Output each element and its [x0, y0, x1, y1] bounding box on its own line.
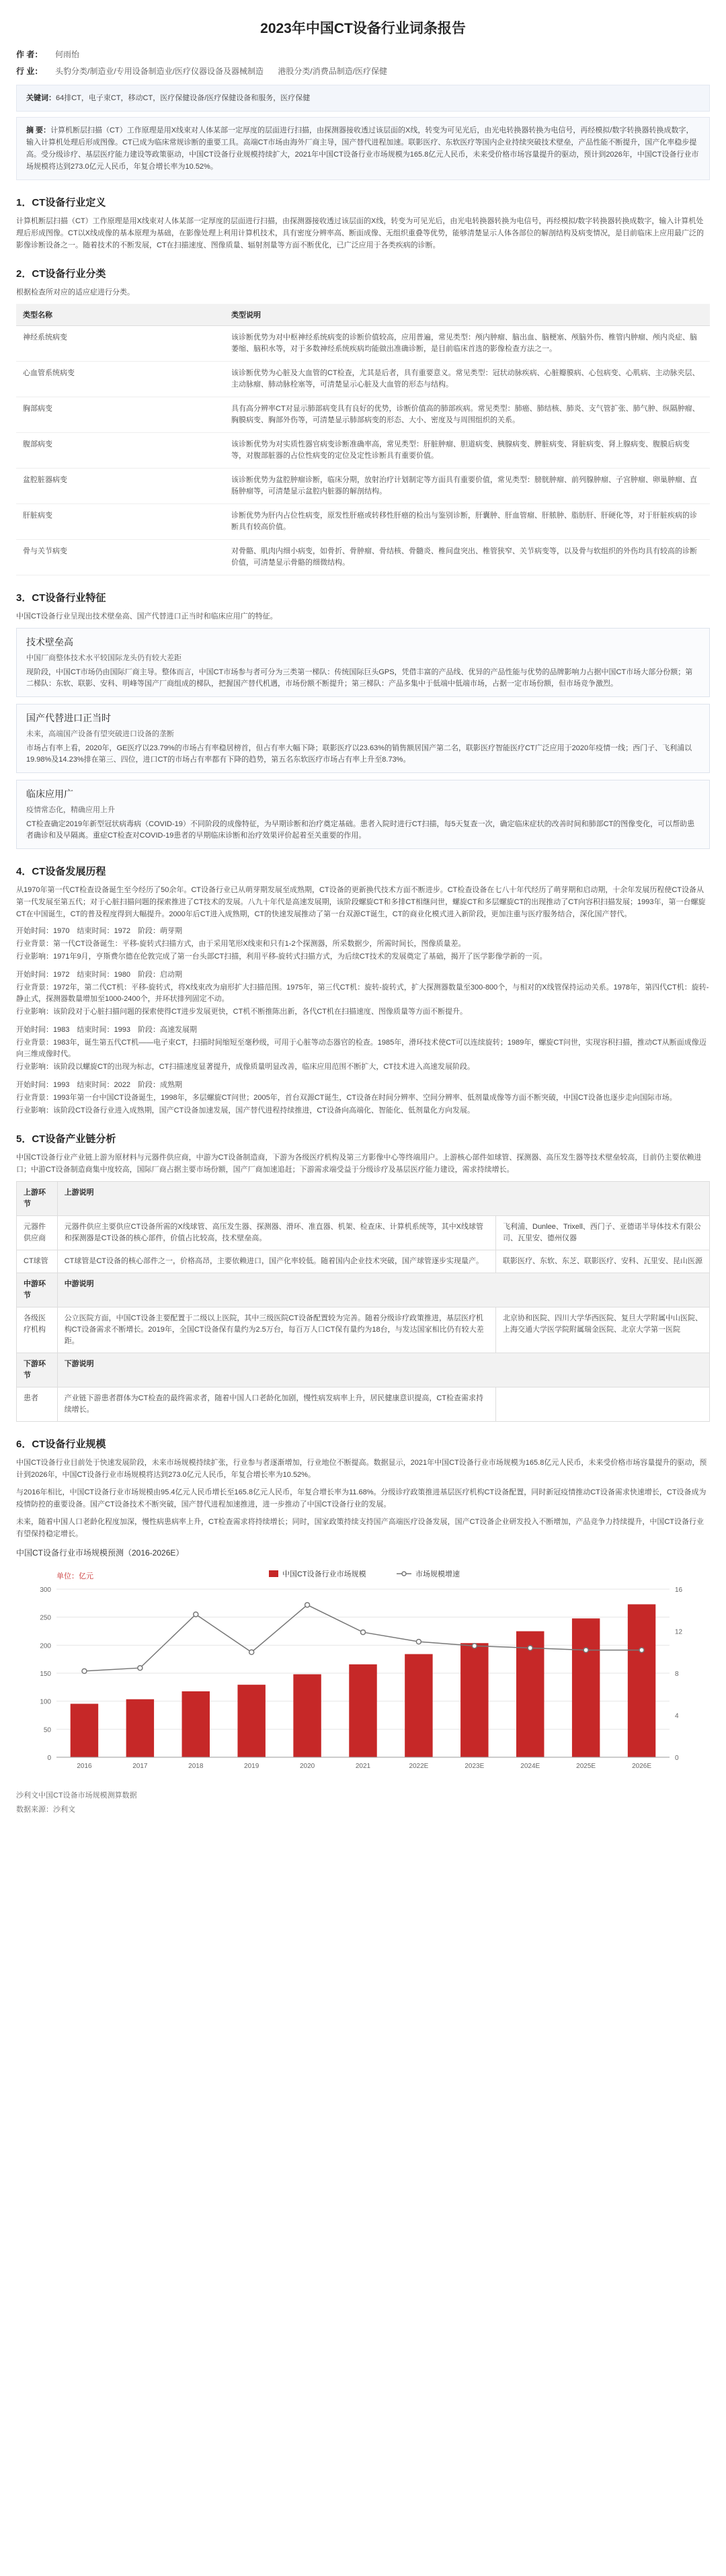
bar — [71, 1704, 98, 1758]
bar — [293, 1675, 321, 1757]
x-tick-label: 2019 — [244, 1763, 259, 1770]
growth-line — [84, 1605, 641, 1671]
table-header: 类型说明 — [225, 304, 710, 326]
feature-text: CT检查确定2019年新型冠状病毒病（COVID-19）不同阶段的成像特征，为早期诊断和治疗奠定基础。患者入院时进行CT扫描，每5天复查一次，确定临床症状的改善时间和肺部CT的图像变化，可以帮助患者确诊和及早隔离。重症CT检查对COVID-19患者的早期临床诊断和治疗效果评价起着至关重要的作用。 — [26, 820, 695, 840]
bar — [349, 1664, 376, 1757]
chain-header-row — [17, 1353, 710, 1387]
abstract-text: 计算机断层扫描（CT）工作原理是用X线束对人体某部一定厚度的层面进行扫描，由探测器接收透过该层面的X线，转变为可见光后，由光电转换器转换为电信号，再经模拟/数字转换器转换成数字，输入计算机处理后形成图像。CT已成为临床常规诊断的重要工具。高端CT市场由海外厂商主导，国产替代进程加速。联影医疗、东软医疗等国内企业持续突破技术壁垒，产品性能不断提升，国产化率稳步提高。受分级诊疗、基层医疗能力建设等政策驱动，中国CT设备行业规模持续扩大，2021年中国CT设备行业市场规模为165.8亿元人民币，未来受价格市场容量提升的驱动，预计到2026年，中国CT设备行业市场规模将达到273.0亿元人民币，年复合增长率为10.52%。 — [26, 126, 699, 171]
feature-subtitle: 疫情常态化，精确应用上升 — [26, 806, 115, 814]
type-name: 骨与关节病变 — [16, 540, 225, 575]
section-heading: 5．CT设备产业链分析 — [16, 1133, 116, 1145]
legend-label: 中国CT设备行业市场规模 — [282, 1570, 366, 1578]
x-tick-label: 2021 — [355, 1763, 371, 1770]
section-heading: 3．CT设备行业特征 — [16, 592, 106, 604]
section-heading: 6．CT设备行业规模 — [16, 1439, 106, 1450]
chain-desc: 公立医院方面，中国CT设备主要配置于二级以上医院，其中三级医院CT设备配置较为完善。随着分级诊疗政策推进，基层医疗机构CT设备需求不断增长。2019年，全国CT设备保有量约为2.5万台，每百万人口CT保有量约为18台，与发达国家相比仍有较大差距。 — [57, 1307, 495, 1353]
chain-intro: 中国CT设备行业产业链上游为原材料与元器件供应商，中游为CT设备制造商，下游为各级医疗机构及第三方影像中心等终端用户。上游核心部件如球管、探测器、高压发生器等技术壁垒较高，目前仍主要依赖进口；中游CT设备制造商集中度较高，国际厂商占据主要市场份额，国产厂商加速追赶；下游需求端受益于分级诊疗及基层医疗能力建设，需求持续增长。 — [16, 1154, 702, 1174]
author-name[interactable]: 何雨怡 — [55, 50, 80, 59]
industry-tag[interactable]: 头豹分类/制造业/专用设备制造业/医疗仪器设备及器械制造 — [55, 67, 264, 76]
table-row — [16, 469, 710, 504]
y-tick-label: 300 — [40, 1586, 51, 1594]
line-point — [82, 1668, 87, 1673]
page-title: 2023年中国CT设备行业词条报告 — [260, 21, 466, 36]
section-heading: 2．CT设备行业分类 — [16, 268, 106, 280]
y-tick-label: 150 — [40, 1671, 51, 1678]
line-point — [639, 1648, 644, 1652]
chain-header: 上游环节 — [17, 1182, 58, 1216]
section-heading: 1．CT设备行业定义 — [16, 197, 106, 208]
type-desc: 该诊断优势为心脏及大血管的CT检查，尤其是后者，具有重要意义。常见类型：冠状动脉疾病、心脏瓣膜病、心包病变、心肌病、主动脉夹层、主动脉瘤、肺动脉栓塞等，可清楚显示心脏及大血管的形态与结构。 — [225, 362, 710, 397]
y-tick-label: 50 — [43, 1726, 51, 1734]
market-chart — [16, 1547, 710, 1816]
type-name: 肝脏病变 — [16, 504, 225, 540]
type-desc: 具有高分辨率CT对显示肺部病变具有良好的优势，诊断价值高的肺部疾病。常见类型：肺癌、肺结核、肺炎、支气管扩张、肺气肿、纵隔肿瘤、胸膜病变、胸部外伤等，可清楚显示肺部病变的形态、大小、密度及与周围组织的关系。 — [225, 397, 710, 433]
chain-header: 上游说明 — [57, 1182, 709, 1216]
type-name: 盆腔脏器病变 — [16, 469, 225, 504]
chain-companies: 北京协和医院、四川大学华西医院、复旦大学附属中山医院、上海交通大学医学院附属瑞金医院、北京大学第一医院 — [496, 1307, 710, 1353]
type-desc: 该诊断优势为对中枢神经系统病变的诊断价值较高，应用普遍，常见类型：颅内肿瘤、脑出血、脑梗塞、颅脑外伤、椎管内肿瘤、颅内炎症、脑萎缩、脑积水等，对于多数神经系统疾病均能做出准确诊断，是目前临床首选的影像检查方法之一。 — [225, 326, 710, 362]
section-heading: 4．CT设备发展历程 — [16, 866, 106, 877]
chain-companies: 飞利浦、Dunlee、Trixell、西门子、亚德诺半导体技术有限公司、瓦里安、德州仪器 — [496, 1216, 710, 1250]
stage-time: 开始时间：1972 结束时间：1980 阶段：启动期 — [16, 971, 182, 979]
x-tick-label: 2016 — [77, 1763, 92, 1770]
line-point — [472, 1644, 477, 1648]
keywords-box — [16, 85, 710, 112]
y-axis-label: 单位：亿元 — [56, 1572, 93, 1580]
stage-impact: 行业影响：该阶段CT设备行业进入成熟期，国产CT设备加速发展，国产替代进程持续推进，CT设备向高端化、智能化、低剂量化方向发展。 — [16, 1106, 475, 1115]
chain-header: 下游环节 — [17, 1353, 58, 1387]
stage-time: 开始时间：1970 结束时间：1972 阶段：萌芽期 — [16, 927, 182, 935]
chain-item: 各级医疗机构 — [17, 1307, 58, 1353]
chain-item: 患者 — [17, 1387, 58, 1422]
type-name: 腹部病变 — [16, 433, 225, 469]
feature-subtitle: 中国厂商整体技术水平较国际龙头仍有较大差距 — [26, 654, 182, 662]
chain-table — [16, 1181, 710, 1422]
legend-marker — [402, 1572, 406, 1576]
line-point — [305, 1603, 310, 1607]
table-row — [17, 1250, 710, 1273]
industry-label: 行 业： — [16, 67, 43, 76]
market-paragraph: 中国CT设备行业目前处于快速发展阶段，未来市场规模持续扩张，行业参与者逐渐增加，行业地位不断提高。数据显示，2021年中国CT设备行业市场规模为165.8亿元人民币，未来受价格市场容量提升的驱动，预计到2026年，中国CT设备行业市场规模将达到273.0亿元人民币，年复合增长率为10.52%。 — [16, 1459, 707, 1479]
abstract-label: 摘 要： — [26, 126, 51, 134]
legend-label: 市场规模增速 — [415, 1570, 460, 1578]
feature-card — [16, 704, 710, 773]
stage-context: 行业背景：第一代CT设备诞生：平移-旋转式扫描方式，由于采用笔形X线束和只有1-2个探测器，所采数据少，所需时间长，图像质量差。 — [16, 940, 466, 948]
table-row — [17, 1387, 710, 1422]
chain-header: 中游说明 — [57, 1273, 709, 1307]
bar — [460, 1643, 488, 1757]
chain-item: CT球管 — [17, 1250, 58, 1273]
bar — [628, 1605, 655, 1758]
report-page — [16, 0, 710, 1816]
feature-card — [16, 780, 710, 849]
chart-title: 中国CT设备行业市场规模预测（2016-2026E） — [16, 1548, 184, 1558]
market-paragraph: 与2016年相比，中国CT设备行业市场规模由95.4亿元人民币增长至165.8亿元人民币，年复合增长率为11.68%。分级诊疗政策推进基层医疗机构CT设备配置，同时新冠疫情推动CT设备需求快速增长，CT设备成为疫情防控的重要设备。国产CT设备技术不断突破，国产替代进程加速推进，进一步推动了中国CT设备行业的发展。 — [16, 1488, 707, 1508]
y-tick-label: 0 — [47, 1755, 51, 1762]
y-tick-label: 100 — [40, 1698, 51, 1706]
feature-title: 技术壁垒高 — [26, 637, 73, 647]
table-header: 类型名称 — [16, 304, 225, 326]
history-stage — [16, 926, 710, 963]
stage-context: 行业背景：1972年，第二代CT机：平移-旋转式，将X线束改为扇形扩大扫描范围。1975年，第三代CT机：旋转-旋转式，扩大探测器数量至300-800个，与相对的X线管保持运动关系。1978年，第四代CT机：旋转-静止式，探测器数量增加至1000-2400个，并环状排列固定不动。 — [16, 983, 709, 1003]
x-tick-label: 2025E — [576, 1763, 596, 1770]
chain-desc: CT球管是CT设备的核心部件之一，价格高昂，主要依赖进口，国产化率较低。随着国内企业技术突破，国产球管逐步实现量产。 — [57, 1250, 495, 1273]
author-row — [16, 48, 710, 61]
bar — [182, 1691, 210, 1757]
chart-source: 数据来源：沙利文 — [16, 1806, 75, 1814]
chain-header-row — [17, 1182, 710, 1216]
table-row — [16, 362, 710, 397]
type-name: 心血管系统病变 — [16, 362, 225, 397]
x-tick-label: 2017 — [132, 1763, 148, 1770]
x-tick-label: 2022E — [409, 1763, 429, 1770]
line-point — [583, 1648, 588, 1652]
history-stage — [16, 1024, 710, 1073]
industry-tag[interactable]: 港股分类/消费品制造/医疗保健 — [278, 67, 388, 76]
chain-companies — [496, 1387, 710, 1422]
x-tick-label: 2020 — [299, 1763, 315, 1770]
feature-text: 现阶段，中国CT市场仍由国际厂商主导。整体而言，中国CT市场参与者可分为三类第一梯队：传统国际巨头GPS，凭借丰富的产品线、优异的产品性能与优势的品牌影响力占据中国CT市场大部分份额；第二梯队：东软、联影、安科、明峰等国产厂商组成的梯队，把握国产替代机遇，市场份额不断提升；第三梯队：产品多集中于低端中低端市场，占据一定市场份额，但市场竞争激烈。 — [26, 668, 693, 688]
x-tick-label: 2018 — [188, 1763, 204, 1770]
chain-header-row — [17, 1273, 710, 1307]
keywords-text: 64排CT，电子束CT，移动CT，医疗保健设备/医疗保健设备和服务，医疗保健 — [56, 94, 311, 102]
line-point — [249, 1650, 254, 1654]
industry-row — [16, 65, 710, 78]
stage-impact: 行业影响：该阶段对于心脏扫描问题的探索使得CT进步发展更快，CT机不断推陈出新，各代CT机在扫描速度、图像质量等方面不断提升。 — [16, 1008, 467, 1016]
x-tick-label: 2026E — [632, 1763, 652, 1770]
keywords-label: 关键词： — [26, 94, 56, 102]
chain-header: 中游环节 — [17, 1273, 58, 1307]
feature-card — [16, 628, 710, 697]
line-point — [138, 1666, 143, 1671]
y2-tick-label: 4 — [675, 1712, 679, 1720]
chart-source: 沙利文中国CT设备市场规模测算数据 — [16, 1792, 137, 1800]
line-point — [416, 1640, 421, 1644]
y2-tick-label: 16 — [675, 1586, 683, 1594]
history-intro: 从1970年第一代CT检查设备诞生至今经历了50余年。CT设备行业已从萌芽期发展至成熟期，CT设备的更新换代技术方面不断进步。CT检查设备在七八十年代经历了萌芽期和启动期，十余年发展历程使CT设备从第一代发展至第五代；对于心脏扫描问题的探索推进了CT技术的发展。八九十年代是高速发展期，该阶段螺旋CT和多排CT相继问世，螺旋CT和多层螺旋CT的出现推动了CT向容积扫描发展；1993年，第一台螺旋CT在中国诞生，CT的普及程度得到大幅提升。2000年后CT进入成熟期，CT的快速发展推动了第一台双源CT诞生，CT的商业化模式进入新阶段，更加注重与医疗服务结合，深化国产替代。 — [16, 886, 706, 918]
history-stage — [16, 1080, 710, 1117]
type-name: 神经系统病变 — [16, 326, 225, 362]
bar — [572, 1619, 600, 1758]
chain-desc: 产业链下游患者群体为CT检查的最终需求者，随着中国人口老龄化加剧，慢性病发病率上升，居民健康意识提高，CT检查需求持续增长。 — [57, 1387, 495, 1422]
history-stage — [16, 969, 710, 1018]
author-label: 作 者： — [16, 50, 43, 59]
bar — [126, 1699, 154, 1757]
chain-header: 下游说明 — [57, 1353, 709, 1387]
table-row — [16, 504, 710, 540]
line-point — [194, 1612, 198, 1617]
definition-paragraph: 计算机断层扫描（CT）工作原理是用X线束对人体某部一定厚度的层面进行扫描，由探测器接收透过该层面的X线，转变为可见光后，由光电转换器转换为电信号，再经模拟/数字转换器转换成数字，输入计算机处理后形成图像。CT以X线成像的基本原理为基础，在影像处理上利用计算机技术，具有密度分辨率高、断面成像、无组织重叠等优势，能够清楚显示人体各部位的解剖结构及病变情况，是目前临床上应用最广泛的影像诊断设备之一。随着技术的不断发展，CT在扫描速度、图像质量、辐射剂量等方面不断优化，已广泛应用于各类疾病的诊断。 — [16, 217, 704, 249]
feature-title: 临床应用广 — [26, 789, 73, 799]
type-desc: 该诊断优势为对实质性器官病变诊断准确率高，常见类型：肝脏肿瘤、胆道病变、胰腺病变、脾脏病变、肾脏病变、肾上腺病变、腹膜后病变等，对腹部脏器的占位性病变的定位及定性诊断具有重要价值。 — [225, 433, 710, 469]
stage-context: 行业背景：1983年，诞生第五代CT机——电子束CT，扫描时间缩短至毫秒级，可用于心脏等动态器官的检查。1985年，滑环技术使CT可以连续旋转；1989年，螺旋CT问世，实现容积扫描，推动CT从断面成像迈向三维成像时代。 — [16, 1039, 707, 1058]
feature-text: 市场占有率上看，2020年，GE医疗以23.79%的市场占有率稳居榜首，但占有率大幅下降；联影医疗以23.63%的销售额居国产第二名，联影医疗智能医疗CT广泛应用于2020年疫情一线；西门子、飞利浦以19.98%及14.23%排在第三、四位，进口CT的市场占有率都有下降的趋势，第五名东软医疗市场占有率上升至8.73%。 — [26, 744, 692, 764]
table-row — [16, 397, 710, 433]
y-tick-label: 250 — [40, 1614, 51, 1622]
type-desc: 诊断优势为肝内占位性病变，原发性肝癌或转移性肝癌的检出与鉴别诊断，肝囊肿、肝血管瘤、肝脓肿、脂肪肝、肝硬化等，对于肝脏疾病的诊断具有较高价值。 — [225, 504, 710, 540]
stage-context: 行业背景：1993年第一台中国CT设备诞生，1998年，多层螺旋CT问世；2005年，首台双源CT诞生，CT设备在时间分辨率、空间分辨率、低剂量成像等方面不断突破，中国CT设备也逐步走向国际市场。 — [16, 1094, 677, 1102]
table-row — [16, 433, 710, 469]
y2-tick-label: 8 — [675, 1671, 679, 1678]
x-tick-label: 2023E — [465, 1763, 485, 1770]
stage-time: 开始时间：1993 结束时间：2022 阶段：成熟期 — [16, 1081, 182, 1089]
classification-table — [16, 304, 710, 575]
line-point — [528, 1646, 532, 1650]
stage-impact: 行业影响：1971年9月，亨斯费尔德在伦敦完成了第一台头部CT扫描，利用平移-旋转式扫描方式，为后续CT技术的发展奠定了基础，揭开了医学影像学新的一页。 — [16, 953, 547, 961]
x-tick-label: 2024E — [520, 1763, 540, 1770]
feature-title: 国产代替进口正当时 — [26, 713, 111, 723]
y-tick-label: 200 — [40, 1642, 51, 1650]
feature-subtitle: 未来，高端国产设备有望突破进口设备的垄断 — [26, 730, 174, 738]
type-desc: 该诊断优势为盆腔肿瘤诊断，临床分期，放射治疗计划制定等方面具有重要价值，常见类型：膀胱肿瘤、前列腺肿瘤、子宫肿瘤、卵巢肿瘤、直肠肿瘤等，可清楚显示盆腔内脏器的解剖结构。 — [225, 469, 710, 504]
type-name: 胸部病变 — [16, 397, 225, 433]
market-paragraph: 未来，随着中国人口老龄化程度加深，慢性病患病率上升，CT检查需求将持续增长；同时，国家政策持续支持国产高端医疗设备发展，国产CT设备企业研发投入不断增加，产品竞争力持续提升，中国CT设备行业有望保持稳定增长。 — [16, 1518, 704, 1538]
bar — [237, 1685, 265, 1757]
table-row — [16, 326, 710, 362]
y2-tick-label: 12 — [675, 1628, 683, 1636]
table-row — [17, 1307, 710, 1353]
table-row — [16, 540, 710, 575]
type-desc: 对骨骼、肌肉内细小病变，如骨折、骨肿瘤、骨结核、骨髓炎、椎间盘突出、椎管狭窄、关节病变等，以及骨与软组织的外伤均具有较高的诊断价值，可清楚显示骨骼的细微结构。 — [225, 540, 710, 575]
legend-swatch — [269, 1570, 278, 1577]
classification-intro: 根据检查所对应的适应症进行分类。 — [16, 288, 134, 296]
bar — [405, 1654, 432, 1757]
line-point — [361, 1630, 366, 1635]
y2-tick-label: 0 — [675, 1755, 679, 1762]
chain-desc: 元器件供应主要供应CT设备所需的X线球管、高压发生器、探测器、滑环、准直器、机架、检查床、计算机系统等，其中X线球管和探测器是CT设备的核心部件，价值占比较高，技术壁垒高。 — [57, 1216, 495, 1250]
abstract-box — [16, 117, 710, 180]
table-row — [17, 1216, 710, 1250]
chain-companies: 联影医疗、东软、东芝、联影医疗、安科、瓦里安、昆山医源 — [496, 1250, 710, 1273]
stage-impact: 行业影响：该阶段以螺旋CT的出现为标志，CT扫描速度显著提升，成像质量明显改善，临床应用范围不断扩大，CT技术进入高速发展阶段。 — [16, 1063, 475, 1071]
stage-time: 开始时间：1983 结束时间：1993 阶段：高速发展期 — [16, 1026, 197, 1034]
chain-item: 元器件供应商 — [17, 1216, 58, 1250]
feature-intro: 中国CT设备行业呈现出技术壁垒高、国产代替进口正当时和临床应用广的特征。 — [16, 612, 278, 620]
bar-line-chart — [16, 1562, 710, 1784]
